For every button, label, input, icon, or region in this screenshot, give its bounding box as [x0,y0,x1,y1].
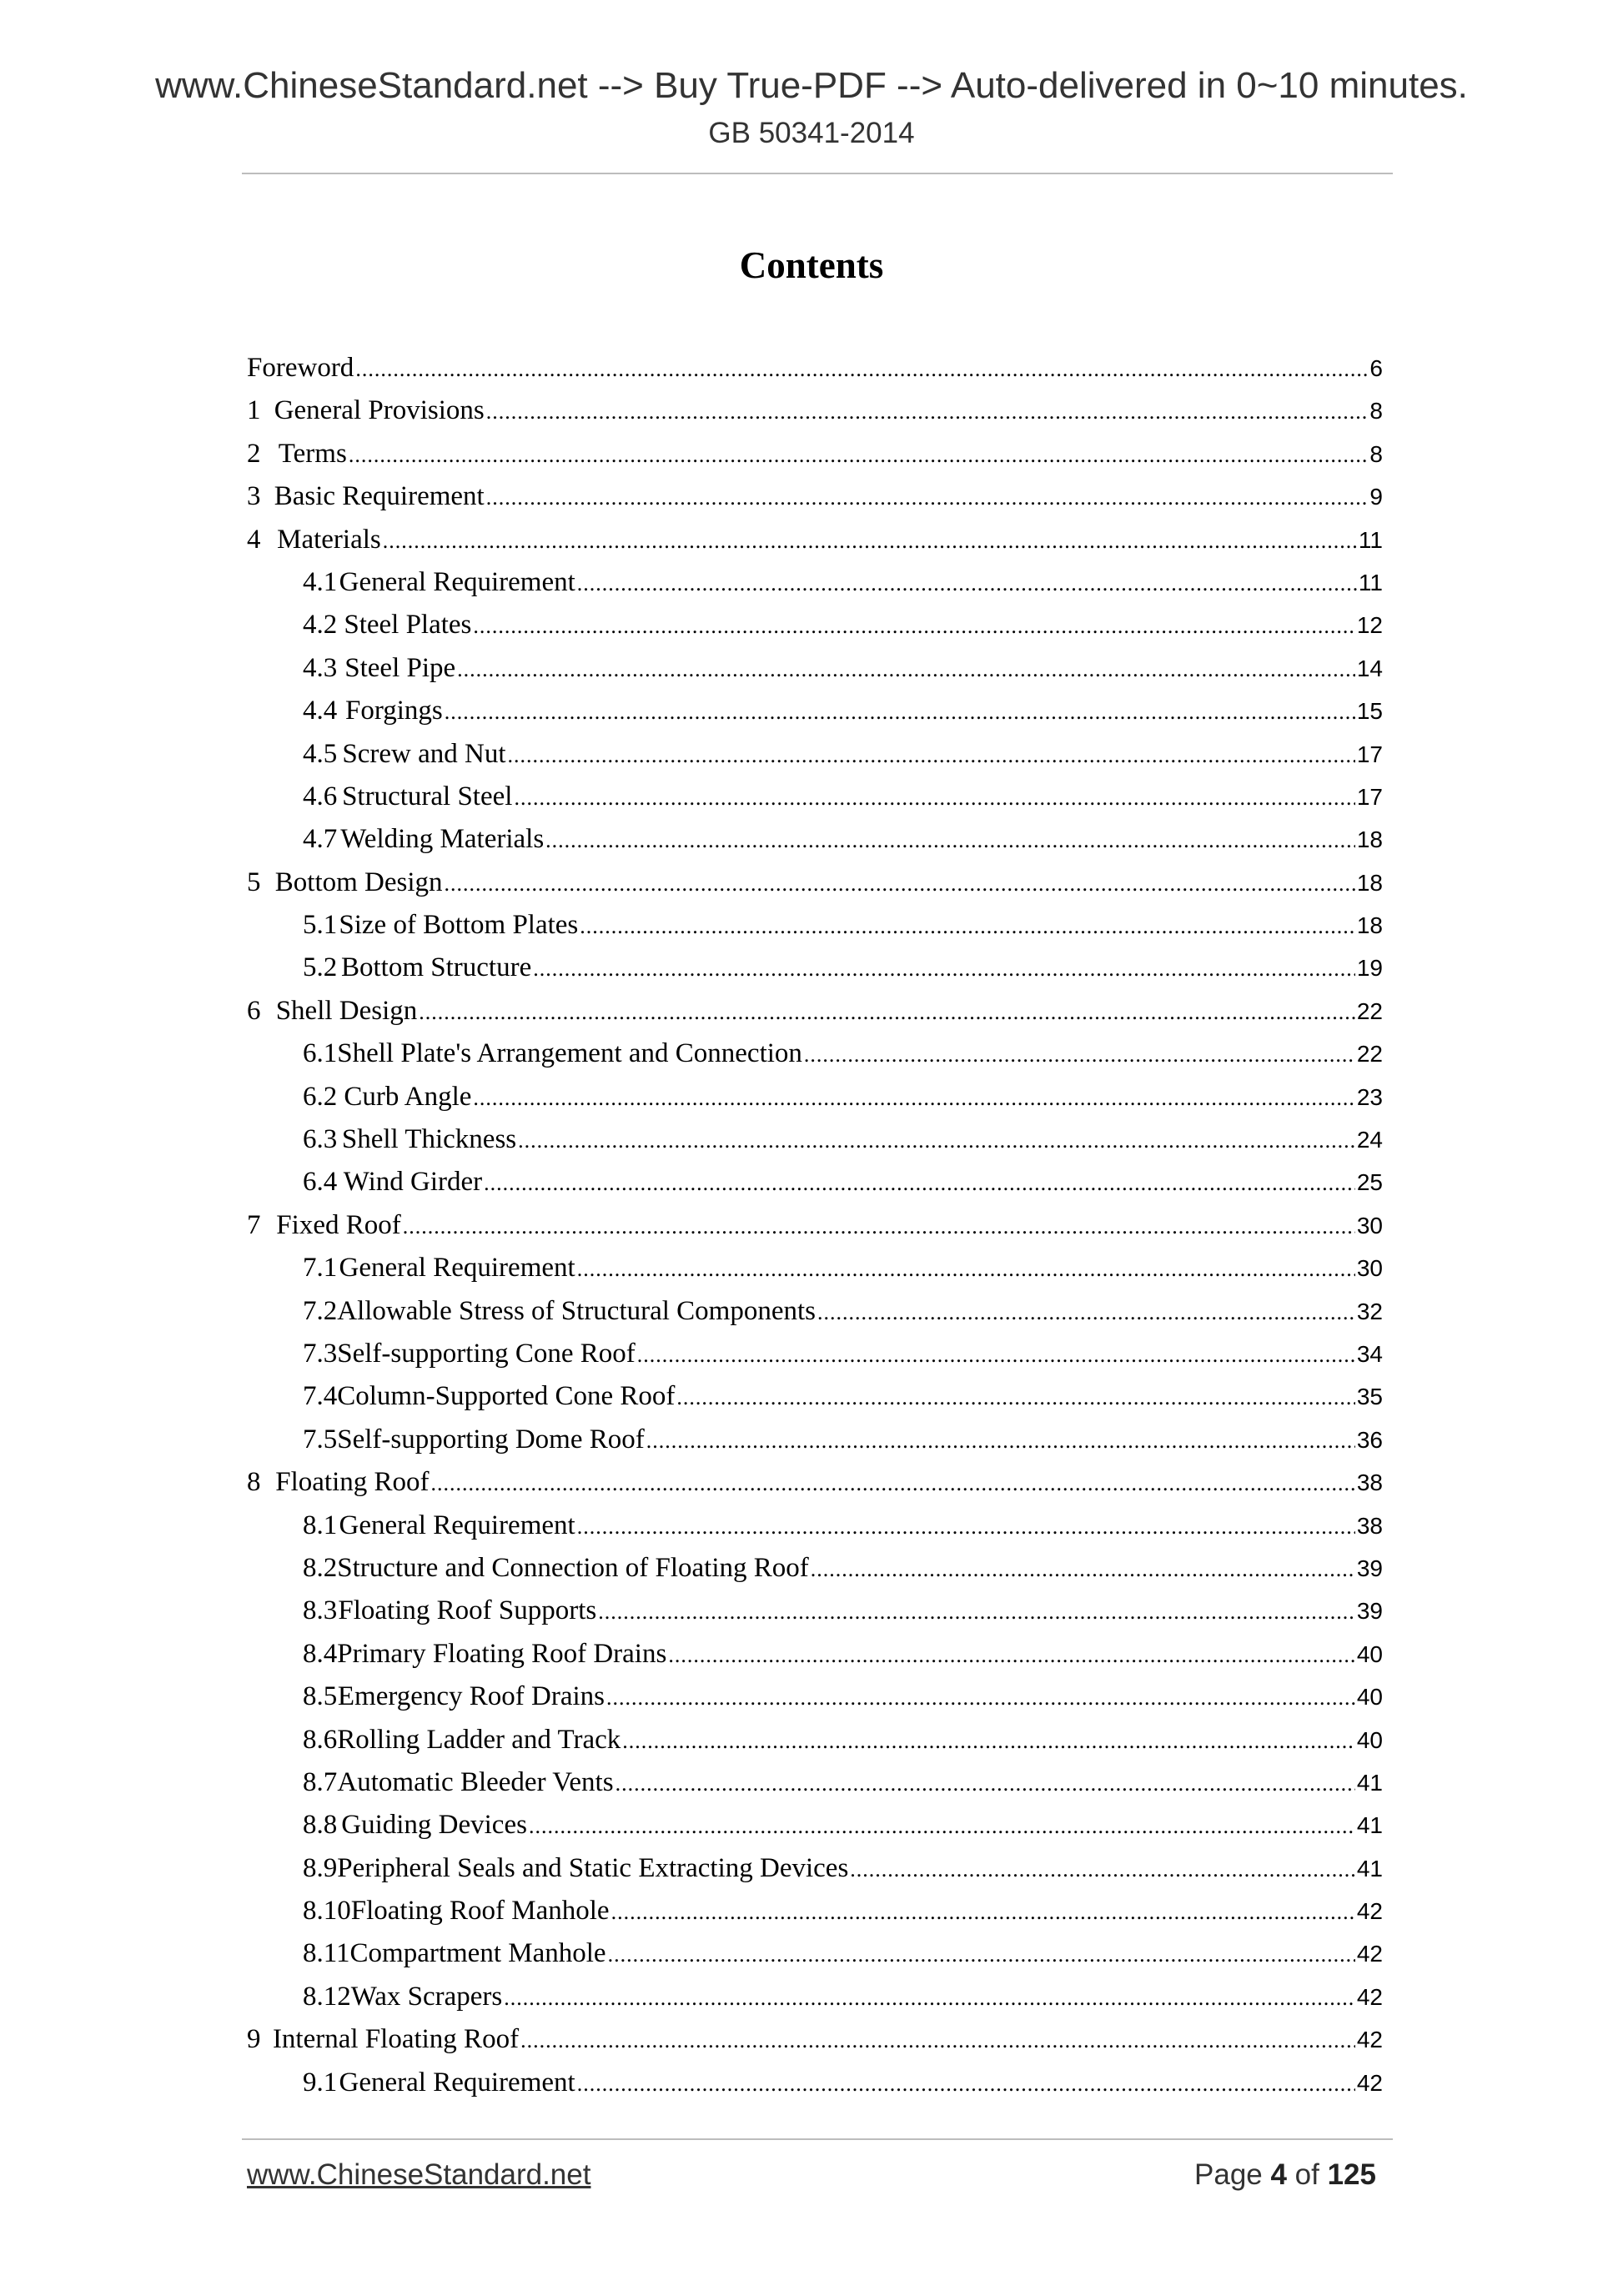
toc-entry-page: 11 [1358,526,1383,553]
toc-entry-page: 18 [1356,912,1383,939]
toc-entry-label: Shell Design [275,995,418,1026]
page-title: Contents [739,244,884,286]
toc-entry-page: 9 [1369,484,1383,510]
toc-dot-leader [811,1557,1355,1582]
toc-entry-page: 41 [1356,1769,1383,1796]
toc-dot-leader [514,786,1354,811]
toc-entry[interactable] [247,1639,1383,1681]
toc-entry-label: Primary Floating Roof Drains [337,1638,667,1669]
toc-entry-number: 8.1 [303,1510,338,1540]
toc-dot-leader [545,828,1355,853]
toc-entry[interactable] [247,910,1383,952]
toc-entry-page: 42 [1356,2027,1383,2053]
toc-dot-leader [403,1214,1355,1239]
toc-entry[interactable] [247,1467,1383,1510]
toc-entry[interactable] [247,439,1383,481]
toc-entry-label: Forgings [344,696,443,726]
toc-entry-label: Self-supporting Cone Roof [337,1338,636,1369]
toc-entry-number: 8.5 [303,1681,338,1712]
toc-entry-number: 5.1 [303,910,338,941]
toc-entry-page: 22 [1356,997,1383,1024]
toc-entry[interactable] [247,1381,1383,1424]
toc-entry[interactable] [247,1424,1383,1467]
toc-entry-label: Peripheral Seals and Static Extracting Devices [337,1852,849,1883]
toc-entry-page: 19 [1356,955,1383,982]
toc-entry-label: General Requirement [339,566,575,597]
toc-entry-page: 41 [1356,1812,1383,1839]
toc-entry-label: Floating Roof [275,1467,430,1498]
toc-entry-label: Shell Thickness [341,1124,517,1155]
toc-entry[interactable] [247,567,1383,610]
toc-entry-label: General Provisions [274,395,485,426]
toc-entry-page: 42 [1356,1941,1383,1967]
toc-entry-number: 4.3 [303,652,338,683]
toc-dot-leader [606,1686,1355,1711]
toc-entry-label: Rolling Ladder and Track [337,1724,621,1755]
toc-entry-label: Wind Girder [343,1167,483,1198]
toc-dot-leader [577,1515,1355,1540]
toc-entry[interactable] [247,996,1383,1038]
toc-dot-leader [486,485,1369,510]
toc-entry-page: 22 [1356,1041,1383,1068]
toc-dot-leader [383,529,1357,554]
toc-entry[interactable] [247,1595,1383,1638]
toc-dot-leader [431,1471,1355,1496]
toc-entry-label: Structural Steel [342,781,513,811]
toc-entry-label: Shell Plate's Arrangement and Connection [337,1038,802,1069]
toc-entry-number: 8.10 [303,1896,351,1927]
toc-entry-page: 32 [1356,1298,1383,1324]
toc-entry-label: Internal Floating Roof [272,2024,520,2055]
toc-entry-page: 39 [1356,1555,1383,1581]
toc-entry-number: 7.5 [303,1424,338,1454]
toc-dot-leader [577,571,1357,596]
toc-entry[interactable] [247,395,1383,438]
toc-entry-number: 6.2 [303,1081,338,1112]
table-of-contents [247,353,1383,2110]
toc-entry[interactable] [247,1938,1383,1981]
toc-entry-page: 42 [1356,1983,1383,2010]
toc-entry-label: Screw and Nut [342,738,506,769]
toc-entry[interactable] [247,867,1383,910]
toc-entry[interactable] [247,1339,1383,1381]
toc-entry-number: 8.11 [303,1938,350,1969]
toc-entry-number: 4.2 [303,610,338,641]
toc-entry[interactable] [247,1896,1383,1938]
page-indicator [1194,2158,1376,2192]
toc-entry-page: 24 [1356,1127,1383,1153]
toc-dot-leader [611,1900,1355,1925]
toc-entry-number: 8.2 [303,1552,338,1583]
toc-dot-leader [520,2028,1355,2053]
footer-divider [242,2138,1393,2140]
toc-entry-label: General Requirement [339,1253,575,1284]
page-of: of [1286,2158,1328,2191]
toc-entry-page: 39 [1356,1598,1383,1625]
toc-dot-leader [804,1042,1355,1068]
toc-entry[interactable] [247,1982,1383,2024]
toc-dot-leader [676,1385,1354,1410]
toc-entry-page: 25 [1356,1169,1383,1196]
toc-entry[interactable] [247,1810,1383,1852]
toc-entry-label: General Requirement [339,1510,575,1540]
toc-entry-page: 17 [1356,741,1383,767]
toc-entry-page: 15 [1356,698,1383,725]
toc-entry-label: Curb Angle [344,1081,472,1112]
toc-dot-leader [577,2072,1355,2097]
toc-entry-number: 8.4 [303,1638,338,1669]
toc-entry[interactable] [247,2024,1383,2067]
toc-entry-label: Floating Roof Manhole [350,1896,610,1927]
toc-entry-number: 8 [247,1467,261,1498]
toc-entry-label: Bottom Structure [341,952,532,983]
toc-entry-label: Wax Scrapers [350,1981,503,2012]
toc-dot-leader [486,399,1369,425]
toc-entry-number: 8.3 [303,1595,338,1626]
toc-entry-number: 8.12 [303,1981,351,2012]
toc-dot-leader [608,1942,1355,1967]
toc-entry-number: 4.7 [303,824,338,855]
toc-dot-leader [533,957,1355,982]
toc-entry-page: 8 [1369,398,1383,425]
toc-entry-number: 4.1 [303,566,338,597]
toc-entry[interactable] [247,781,1383,824]
toc-entry-label: Steel Plates [344,610,472,641]
header-banner: www.ChineseStandard.net --> Buy True-PDF --> Auto-delivered in 0~10 minutes. [155,65,1468,106]
toc-entry[interactable] [247,1167,1383,1209]
toc-entry[interactable] [247,481,1383,524]
toc-dot-leader [577,1257,1355,1282]
toc-entry-page: 42 [1356,1898,1383,1925]
toc-dot-leader [457,657,1355,682]
toc-entry-label: Size of Bottom Plates [339,910,579,941]
toc-entry[interactable] [247,1253,1383,1295]
toc-entry-number: 8.6 [303,1724,338,1755]
toc-dot-leader [484,1171,1355,1196]
toc-entry-page: 11 [1358,569,1383,595]
toc-entry[interactable] [247,739,1383,781]
toc-dot-leader [419,1000,1355,1025]
toc-entry-number: 4.5 [303,738,338,769]
toc-dot-leader [504,1986,1355,2011]
toc-entry-number: 7.2 [303,1295,338,1326]
toc-entry[interactable] [247,1510,1383,1553]
toc-dot-leader [580,914,1355,939]
toc-entry-page: 38 [1356,1512,1383,1539]
toc-entry-page: 17 [1356,783,1383,810]
toc-entry-number: 8.8 [303,1810,338,1841]
toc-entry-page: 30 [1356,1212,1383,1238]
toc-entry[interactable] [247,353,1383,395]
toc-entry-page: 18 [1356,826,1383,853]
toc-entry[interactable] [247,2067,1383,2110]
toc-entry[interactable] [247,824,1383,867]
toc-dot-leader [598,1600,1355,1625]
toc-entry-number: 2 [247,438,261,469]
toc-entry[interactable] [247,653,1383,696]
toc-entry-label: Steel Pipe [344,652,456,683]
toc-entry-label: Materials [277,524,381,555]
toc-entry-page: 38 [1356,1470,1383,1496]
page-total: 125 [1327,2158,1376,2191]
toc-dot-leader [349,443,1369,468]
toc-entry-page: 41 [1356,1855,1383,1882]
toc-entry-number: 8.7 [303,1766,338,1797]
toc-entry-label: Terms [278,438,347,469]
toc-dot-leader [445,872,1355,897]
toc-entry-page: 23 [1356,1083,1383,1110]
toc-entry-number: 5.2 [303,952,338,983]
toc-entry[interactable] [247,1681,1383,1724]
toc-entry-number: 6.4 [303,1167,338,1198]
toc-entry-label: Allowable Stress of Structural Components [337,1295,817,1326]
toc-entry[interactable] [247,1553,1383,1595]
toc-entry-page: 14 [1356,655,1383,681]
header-divider [242,173,1393,174]
toc-entry-number: 7.4 [303,1381,338,1412]
page-current: 4 [1270,2158,1287,2191]
toc-dot-leader [622,1729,1355,1754]
toc-entry[interactable] [247,610,1383,652]
toc-entry-label: Emergency Roof Drains [337,1681,605,1712]
toc-entry-label: Welding Materials [340,824,545,855]
toc-entry[interactable] [247,1767,1383,1810]
toc-entry-number: 6 [247,995,261,1026]
toc-entry-page: 6 [1369,355,1383,381]
toc-entry-number: 1 [247,395,261,426]
toc-entry-number: 6.3 [303,1124,338,1155]
toc-entry-label: Floating Roof Supports [338,1595,597,1626]
toc-entry-number: 5 [247,867,261,897]
toc-entry-number: 9.1 [303,2067,338,2098]
toc-dot-leader [817,1300,1355,1325]
toc-entry-page: 8 [1369,440,1383,467]
toc-entry-label: Column-Supported Cone Roof [337,1381,676,1412]
toc-entry-page: 34 [1356,1340,1383,1367]
toc-entry-page: 40 [1356,1684,1383,1711]
toc-dot-leader [445,700,1355,725]
toc-entry[interactable] [247,1296,1383,1339]
page-prefix: Page [1194,2158,1271,2191]
toc-dot-leader [473,614,1354,639]
toc-entry-number: 4.4 [303,696,338,726]
toc-dot-leader [518,1128,1355,1153]
toc-entry-number: 3 [247,481,261,512]
toc-dot-leader [529,1814,1355,1839]
toc-dot-leader [508,743,1355,768]
standard-number: GB 50341-2014 [708,117,915,149]
toc-entry[interactable] [247,1082,1383,1124]
toc-entry-number: 4 [247,524,261,555]
toc-entry-label: Compartment Manhole [349,1938,606,1969]
toc-entry-page: 30 [1356,1255,1383,1282]
toc-entry[interactable] [247,696,1383,738]
toc-entry[interactable] [247,525,1383,567]
toc-entry[interactable] [247,1853,1383,1896]
toc-entry[interactable] [247,952,1383,995]
toc-entry-page: 40 [1356,1726,1383,1753]
toc-dot-leader [473,1086,1354,1111]
toc-entry-page: 18 [1356,869,1383,896]
toc-entry-number: 7 [247,1209,261,1240]
toc-entry-page: 35 [1356,1384,1383,1410]
toc-dot-leader [616,1771,1355,1796]
toc-entry-number: 7.1 [303,1253,338,1284]
toc-entry-label: Bottom Design [274,867,443,897]
toc-entry-page: 42 [1356,2069,1383,2096]
toc-entry-label: General Requirement [339,2067,575,2098]
toc-entry[interactable] [247,1038,1383,1081]
toc-dot-leader [355,357,1368,382]
toc-entry-page: 40 [1356,1640,1383,1667]
toc-entry-number: 9 [247,2024,261,2055]
toc-dot-leader [850,1857,1355,1882]
toc-dot-leader [637,1343,1355,1368]
toc-entry-label: Guiding Devices [341,1810,527,1841]
toc-entry[interactable] [247,1210,1383,1253]
toc-entry-label: Self-supporting Dome Roof [337,1424,645,1454]
toc-entry-page: 36 [1356,1426,1383,1453]
toc-entry-page: 12 [1356,612,1383,639]
footer-site-link[interactable]: www.ChineseStandard.net [247,2158,591,2191]
toc-entry-number: 7.3 [303,1338,338,1369]
toc-entry-label: Foreword [247,353,354,383]
toc-entry[interactable] [247,1124,1383,1167]
toc-entry-number: 6.1 [303,1038,338,1069]
toc-entry[interactable] [247,1725,1383,1767]
toc-entry-number: 8.9 [303,1852,338,1883]
toc-dot-leader [646,1429,1355,1454]
toc-entry-number: 4.6 [303,781,338,811]
toc-entry-label: Basic Requirement [274,481,485,512]
toc-dot-leader [668,1643,1355,1668]
toc-entry-label: Structure and Connection of Floating Roof [337,1552,809,1583]
toc-entry-label: Automatic Bleeder Vents [337,1766,614,1797]
toc-entry-label: Fixed Roof [276,1209,401,1240]
